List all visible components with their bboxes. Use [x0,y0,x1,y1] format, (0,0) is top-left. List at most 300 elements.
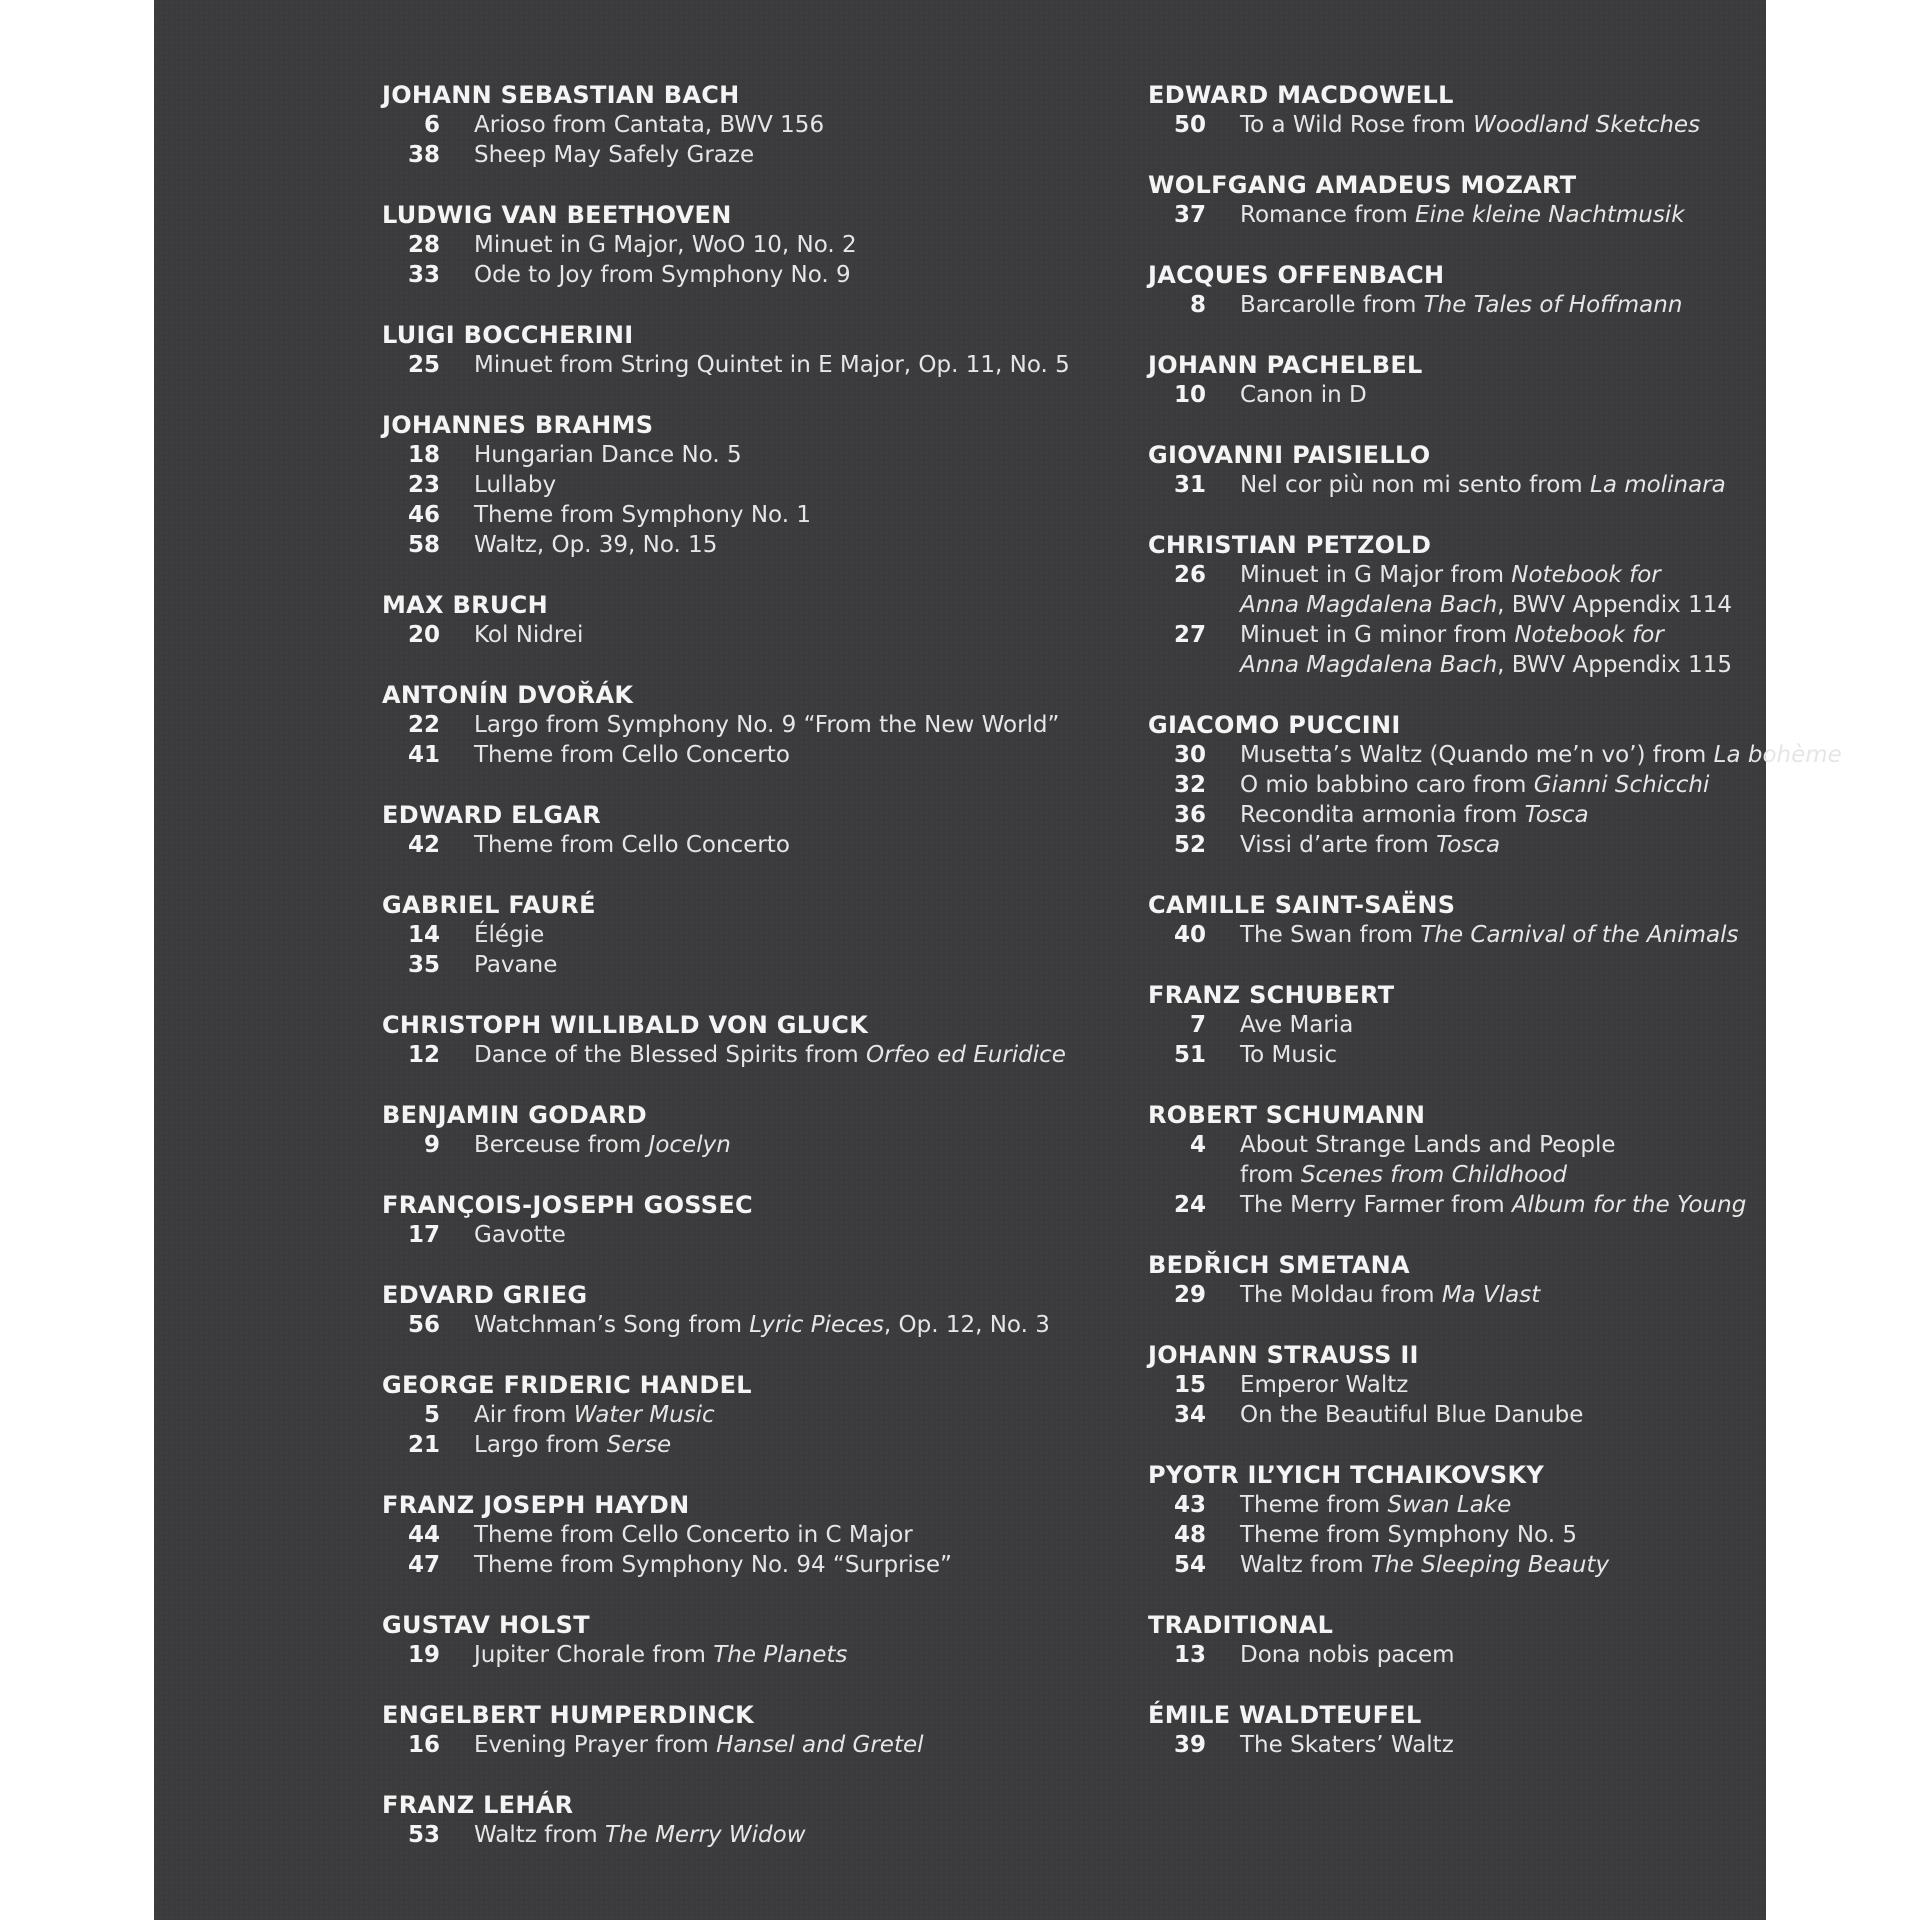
composer-entry [1148,1460,1908,1580]
composer-name: GABRIEL FAURÉ [382,891,596,919]
work-title-italic: La molinara [1590,472,1726,498]
title-text: Evening Prayer from [474,1732,717,1758]
page-number: 46 [407,502,440,528]
piece-title-line [474,1220,566,1250]
piece-title-line [1240,1280,1540,1310]
piece-title-line [474,1820,806,1850]
composer-entry [382,1100,1142,1160]
composer-name: GIOVANNI PAISIELLO [1148,441,1431,469]
piece-title-line [474,710,1059,740]
piece-row [1148,1010,1908,1040]
title-text: Theme from Symphony No. 5 [1240,1522,1577,1548]
piece-title-line [474,350,1070,380]
composer-name: EDWARD ELGAR [382,801,602,829]
composer-entry [1148,440,1908,500]
title-text: Lullaby [474,472,557,498]
title-text: Minuet in G minor from [1240,622,1515,648]
piece-title-line [474,1550,952,1580]
piece-title-line [474,140,754,170]
composer-entry [1148,1700,1908,1760]
piece-title-line [474,920,544,950]
title-text: Theme from Cello Concerto [474,742,790,768]
title-text: Waltz from [1240,1552,1371,1578]
composer-entry [382,1610,1142,1670]
piece-row [382,1730,1142,1760]
page-number: 53 [407,1822,440,1848]
composer-name: FRANZ LEHÁR [382,1791,574,1819]
piece-title [1240,1010,1353,1040]
piece-title [474,620,583,650]
piece-row [1148,920,1908,950]
page-number: 15 [1173,1372,1206,1398]
piece-row [1148,1130,1908,1190]
left-column [382,80,1142,1880]
piece-title [474,1040,1066,1070]
page-number: 7 [1189,1012,1206,1038]
composer-entry [382,1490,1142,1580]
work-title-italic: Water Music [573,1402,715,1428]
piece-title [474,260,851,290]
piece-row [382,620,1142,650]
title-text: , BWV Appendix 115 [1497,652,1732,678]
page-number: 34 [1173,1402,1206,1428]
work-title-italic: The Tales of Hoffmann [1423,292,1683,318]
page-number: 32 [1173,772,1206,798]
composer-name: FRANZ JOSEPH HAYDN [382,1491,690,1519]
composer-name: PYOTR IL’YICH TCHAIKOVSKY [1148,1461,1545,1489]
composer-name: ANTONÍN DVOŘÁK [382,681,634,709]
piece-title [474,530,717,560]
page-number: 52 [1173,832,1206,858]
piece-title [1240,470,1726,500]
title-text: Largo from Symphony No. 9 “From the New World” [474,712,1060,738]
piece-title [474,1400,715,1430]
work-title-italic: Album for the Young [1511,1192,1747,1218]
work-title-italic: Lyric Pieces [749,1312,884,1338]
piece-title [1240,770,1709,800]
title-text: Hungarian Dance No. 5 [474,442,742,468]
piece-row [1148,110,1908,140]
work-title-italic: Jocelyn [648,1132,731,1158]
composer-entry [1148,1100,1908,1220]
piece-title [474,1820,806,1850]
composer-entry [382,410,1142,560]
piece-row [1148,1280,1908,1310]
composer-name: GEORGE FRIDERIC HANDEL [382,1371,752,1399]
piece-title-line [1240,1010,1353,1040]
piece-title [1240,380,1367,410]
page-number: 54 [1173,1552,1206,1578]
page-number: 28 [407,232,440,258]
composer-entry [382,890,1142,980]
work-title-italic: Serse [606,1432,672,1458]
page-number: 20 [407,622,440,648]
piece-title-line [474,830,790,860]
piece-title [1240,740,1842,770]
composer-entry [382,320,1142,380]
composer-entry [382,80,1142,170]
title-text: Theme from [1240,1492,1388,1518]
piece-title-line [1240,1370,1408,1400]
title-text: To Music [1240,1042,1337,1068]
piece-title [1240,830,1500,860]
page-number: 22 [407,712,440,738]
title-text: Ave Maria [1240,1012,1354,1038]
piece-row [382,950,1142,980]
piece-title-line [1240,740,1842,770]
composer-name: ÉMILE WALDTEUFEL [1148,1701,1422,1729]
composer-name: WOLFGANG AMADEUS MOZART [1148,171,1577,199]
title-text: Minuet from String Quintet in E Major, Op. 11, No. 5 [474,352,1070,378]
title-text: The Merry Farmer from [1240,1192,1512,1218]
title-text: Arioso from Cantata, BWV 156 [474,112,825,138]
piece-title-line [1240,920,1739,950]
piece-title-line [474,230,857,260]
piece-row [1148,1190,1908,1220]
page-number: 42 [407,832,440,858]
piece-title [1240,1370,1408,1400]
page-number: 26 [1173,562,1206,588]
piece-title [1240,200,1685,230]
piece-title [1240,110,1700,140]
piece-title [474,140,754,170]
piece-title-line [1240,830,1500,860]
piece-title-line [1240,620,1732,650]
piece-row [1148,1520,1908,1550]
page-number: 40 [1173,922,1206,948]
composer-name: ENGELBERT HUMPERDINCK [382,1701,755,1729]
composer-name: CAMILLE SAINT-SAËNS [1148,891,1456,919]
title-text: The Skaters’ Waltz [1240,1732,1454,1758]
composer-entry [1148,1250,1908,1310]
piece-title [474,470,556,500]
title-text: About Strange Lands and People [1240,1132,1616,1158]
piece-row [1148,1550,1908,1580]
composer-entry [1148,260,1908,320]
piece-title-line [474,1400,715,1430]
composer-name: TRADITIONAL [1148,1611,1334,1639]
composer-entry [382,1700,1142,1760]
piece-title [1240,1190,1746,1220]
piece-title-line [1240,1040,1337,1070]
title-text: Pavane [474,952,558,978]
piece-title-line [1240,1520,1577,1550]
piece-title-line [474,1310,1050,1340]
piece-row [1148,380,1908,410]
piece-title-line [1240,1490,1511,1520]
title-text: Gavotte [474,1222,566,1248]
page-number: 56 [407,1312,440,1338]
page-number: 33 [407,262,440,288]
piece-title-line [474,530,717,560]
page-number: 19 [407,1642,440,1668]
work-title-italic: Tosca [1436,832,1501,858]
composer-entry [1148,350,1908,410]
title-text: Jupiter Chorale from [474,1642,714,1668]
page-number: 25 [407,352,440,378]
piece-row [1148,740,1908,770]
piece-title-line [474,500,811,530]
page-number: 10 [1173,382,1206,408]
piece-title-line [474,1640,847,1670]
piece-title-line [474,440,742,470]
piece-row [382,1220,1142,1250]
piece-title-line [474,1430,671,1460]
piece-title-line [1240,1550,1609,1580]
piece-row [382,350,1142,380]
piece-row [1148,200,1908,230]
composer-entry [382,800,1142,860]
piece-title [474,110,824,140]
piece-title-line [474,1520,913,1550]
piece-title [1240,800,1589,830]
composer-name: JACQUES OFFENBACH [1148,261,1445,289]
piece-title [1240,1040,1337,1070]
piece-title [1240,1550,1609,1580]
work-title-italic: Eine kleine Nachtmusik [1415,202,1685,228]
piece-row [1148,620,1908,680]
composer-entry [1148,530,1908,680]
work-title-italic: Gianni Schicchi [1533,772,1710,798]
title-text: Minuet in G Major, WoO 10, No. 2 [474,232,857,258]
title-text: Largo from [474,1432,607,1458]
piece-row [382,1040,1142,1070]
work-title-italic: The Merry Widow [605,1822,806,1848]
piece-title [474,950,557,980]
page-number: 18 [407,442,440,468]
piece-title [474,500,811,530]
work-title-italic: The Planets [713,1642,848,1668]
work-title-italic: Ma Vlast [1441,1282,1541,1308]
page-number: 29 [1173,1282,1206,1308]
piece-title-line [1240,290,1682,320]
piece-title-line [474,950,557,980]
piece-row [1148,560,1908,620]
piece-title-line [1240,800,1589,830]
page-number: 16 [407,1732,440,1758]
piece-row [1148,1370,1908,1400]
title-text: Theme from Symphony No. 1 [474,502,811,528]
composer-name: GUSTAV HOLST [382,1611,590,1639]
piece-row [382,1130,1142,1160]
piece-row [382,530,1142,560]
title-text: Berceuse from [474,1132,649,1158]
piece-row [382,230,1142,260]
title-text: Romance from [1240,202,1416,228]
piece-row [1148,1400,1908,1430]
work-title-italic: Orfeo ed Euridice [865,1042,1066,1068]
title-text: Barcarolle from [1240,292,1424,318]
piece-row [1148,470,1908,500]
piece-title-line [1240,650,1732,680]
piece-title-line [1240,1400,1583,1430]
piece-title [1240,1490,1511,1520]
page-number: 48 [1173,1522,1206,1548]
page-number: 47 [407,1552,440,1578]
page-number: 30 [1173,742,1206,768]
page-number: 24 [1173,1192,1206,1218]
piece-row [1148,800,1908,830]
title-text: Ode to Joy from Symphony No. 9 [474,262,851,288]
piece-title [474,710,1059,740]
piece-title [474,740,790,770]
title-text: On the Beautiful Blue Danube [1240,1402,1584,1428]
piece-title-line [1240,200,1685,230]
title-text: Recondita armonia from [1240,802,1525,828]
piece-title [474,1130,731,1160]
piece-title [474,1220,566,1250]
piece-row [1148,1730,1908,1760]
composer-entry [1148,890,1908,950]
work-title-italic: The Sleeping Beauty [1371,1552,1610,1578]
piece-row [382,140,1142,170]
page-number: 21 [407,1432,440,1458]
page-number: 41 [407,742,440,768]
composer-name: BEDŘICH SMETANA [1148,1251,1410,1279]
composer-name: MAX BRUCH [382,591,548,619]
page-number: 12 [407,1042,440,1068]
composer-name: BENJAMIN GODARD [382,1101,648,1129]
piece-title-line [1240,1190,1746,1220]
title-text: Theme from Cello Concerto [474,832,790,858]
title-text: Musetta’s Waltz (Quando me’n vo’) from [1240,742,1714,768]
page-number: 51 [1173,1042,1206,1068]
page-number: 44 [407,1522,440,1548]
page-number: 13 [1173,1642,1206,1668]
piece-row [382,1640,1142,1670]
piece-row [382,260,1142,290]
piece-row [1148,1040,1908,1070]
piece-row [382,440,1142,470]
piece-title [474,1640,847,1670]
piece-row [1148,770,1908,800]
composer-name: ROBERT SCHUMANN [1148,1101,1426,1129]
piece-row [1148,1490,1908,1520]
title-text: Élégie [474,922,545,948]
title-text: Theme from Symphony No. 94 “Surprise” [474,1552,952,1578]
work-title-italic: Anna Magdalena Bach [1240,592,1498,618]
piece-title [474,230,857,260]
composer-entry [1148,1610,1908,1670]
piece-row [382,1400,1142,1430]
piece-title-line [1240,1730,1454,1760]
work-title-italic: La bohème [1713,742,1842,768]
piece-title [474,1550,952,1580]
composer-name: LUIGI BOCCHERINI [382,321,634,349]
piece-title-line [474,1130,731,1160]
composer-name: CHRISTIAN PETZOLD [1148,531,1432,559]
composer-name: GIACOMO PUCCINI [1148,711,1401,739]
composer-name: EDWARD MACDOWELL [1148,81,1454,109]
composer-name: FRANÇOIS-JOSEPH GOSSEC [382,1191,753,1219]
piece-title [1240,1280,1540,1310]
title-text: The Moldau from [1240,1282,1442,1308]
title-text: Dona nobis pacem [1240,1642,1455,1668]
piece-title-line [1240,1640,1455,1670]
page-number: 5 [423,1402,440,1428]
title-text: Watchman’s Song from [474,1312,750,1338]
page-number: 36 [1173,802,1206,828]
piece-row [1148,1640,1908,1670]
piece-title-line [1240,1160,1616,1190]
page-number: 35 [407,952,440,978]
page-number: 31 [1173,472,1206,498]
page-number: 4 [1189,1132,1206,1158]
right-column [1148,80,1908,1790]
composer-entry [1148,980,1908,1070]
title-text: , BWV Appendix 114 [1497,592,1732,618]
piece-title [1240,1640,1455,1670]
title-text: Air from [474,1402,574,1428]
composer-entry [1148,80,1908,140]
composer-name: JOHANN SEBASTIAN BACH [382,81,740,109]
piece-title-line [474,470,556,500]
piece-title [1240,560,1732,620]
piece-title-line [1240,560,1732,590]
title-text: Dance of the Blessed Spirits from [474,1042,866,1068]
composer-entry [382,200,1142,290]
title-text: Vissi d’arte from [1240,832,1437,858]
composer-name: FRANZ SCHUBERT [1148,981,1395,1009]
title-text: Emperor Waltz [1240,1372,1409,1398]
piece-title-line [474,740,790,770]
title-text: Theme from Cello Concerto in C Major [474,1522,913,1548]
piece-title [474,1430,671,1460]
piece-row [382,1550,1142,1580]
work-title-italic: Swan Lake [1387,1492,1512,1518]
work-title-italic: Woodland Sketches [1473,112,1701,138]
composer-name: CHRISTOPH WILLIBALD VON GLUCK [382,1011,869,1039]
title-text: To a Wild Rose from [1240,112,1474,138]
contents-page [154,0,1842,1920]
piece-row [382,1310,1142,1340]
composer-name: JOHANN STRAUSS II [1148,1341,1419,1369]
piece-title [474,350,1070,380]
piece-title [1240,620,1732,680]
composer-entry [1148,170,1908,230]
composer-entry [382,1370,1142,1460]
piece-title-line [1240,1130,1616,1160]
piece-title-line [1240,470,1726,500]
piece-row [382,500,1142,530]
composer-entry [1148,710,1908,860]
title-text: Waltz, Op. 39, No. 15 [474,532,718,558]
page-number: 37 [1173,202,1206,228]
page-number: 39 [1173,1732,1206,1758]
piece-row [382,830,1142,860]
piece-title-line [474,110,824,140]
composer-entry [382,680,1142,770]
page-number: 23 [407,472,440,498]
composer-name: LUDWIG VAN BEETHOVEN [382,201,732,229]
piece-row [382,740,1142,770]
piece-title-line [474,260,851,290]
piece-row [382,920,1142,950]
piece-row [1148,830,1908,860]
page-number: 14 [407,922,440,948]
title-text: Sheep May Safely Graze [474,142,755,168]
composer-entry [382,1280,1142,1340]
piece-title [1240,920,1739,950]
composer-entry [1148,1340,1908,1430]
title-text: from [1240,1162,1301,1188]
piece-title-line [474,1040,1066,1070]
page-number: 27 [1173,622,1206,648]
piece-row [382,1520,1142,1550]
piece-title [1240,1400,1583,1430]
composer-entry [382,1790,1142,1850]
page-number: 38 [407,142,440,168]
